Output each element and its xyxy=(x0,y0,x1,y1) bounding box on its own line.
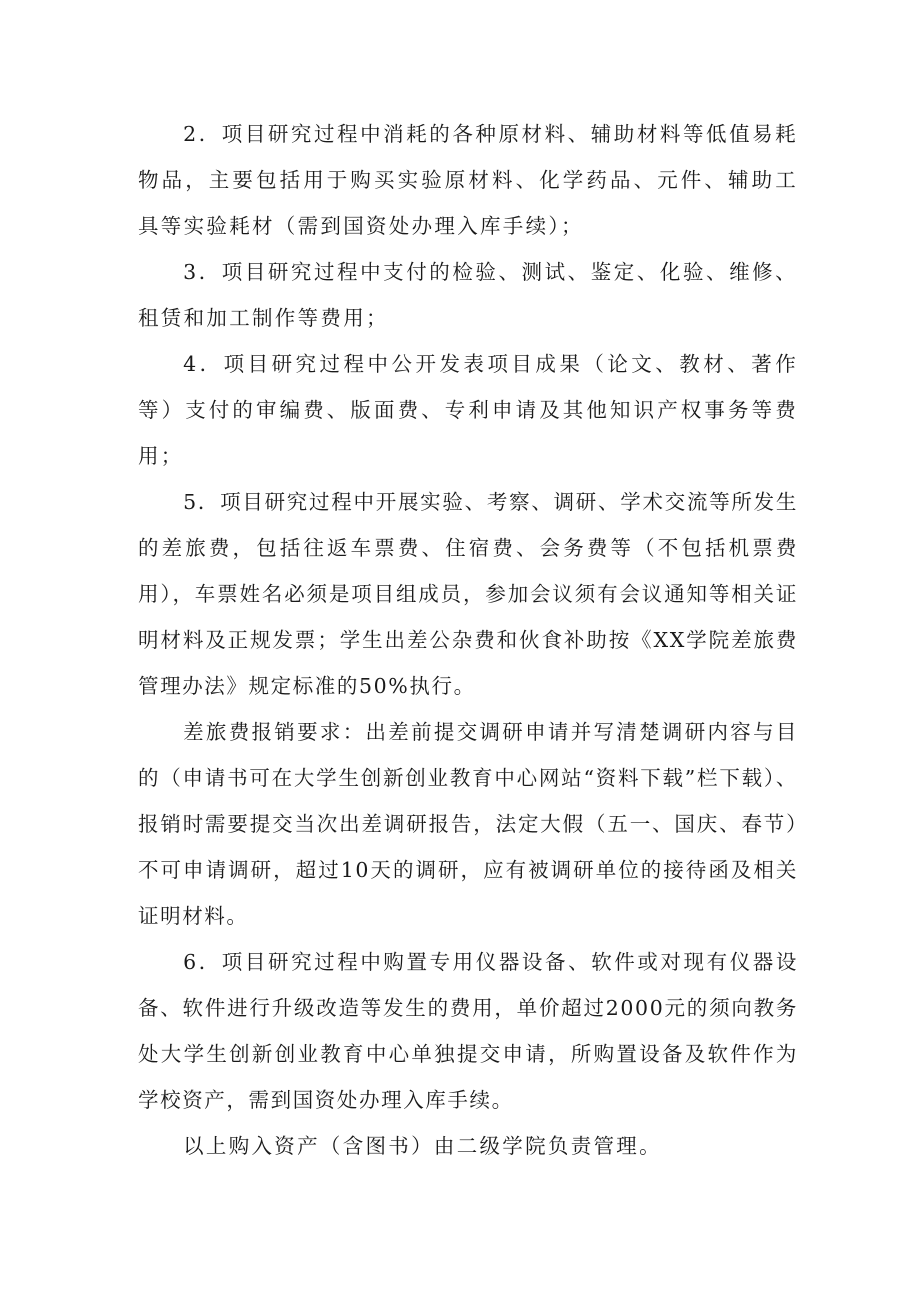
paragraph-item-4-publication-fees: 4．项目研究过程中公开发表项目成果（论文、教材、著作等）支付的审编费、版面费、专利申请及其他知识产权事务等费用； xyxy=(138,352,798,468)
paragraph-item-3-testing-fees: 3．项目研究过程中支付的检验、测试、鉴定、化验、维修、租赁和加工制作等费用； xyxy=(138,260,798,330)
paragraph-item-2-materials: 2．项目研究过程中消耗的各种原材料、辅助材料等低值易耗物品，主要包括用于购买实验原材料、化学药品、元件、辅助工具等实验耗材（需到国资处办理入库手续）； xyxy=(138,122,798,238)
paragraph-item-6-equipment: 6．项目研究过程中购置专用仪器设备、软件或对现有仪器设备、软件进行升级改造等发生的费用，单价超过2000元的须向教务处大学生创新创业教育中心单独提交申请，所购置设备及软件作为学校资产，需到国资处办理入库手续。 xyxy=(138,950,798,1112)
paragraph-asset-management: 以上购入资产（含图书）由二级学院负责管理。 xyxy=(183,1134,662,1158)
document-body xyxy=(138,111,798,1169)
paragraph-item-5-travel-expenses: 5．项目研究过程中开展实验、考察、调研、学术交流等所发生的差旅费，包括往返车票费、住宿费、会务费等（不包括机票费用），车票姓名必须是项目组成员，参加会议须有会议通知等相关证明材料及正规发票；学生出差公杂费和伙食补助按《XX学院差旅费管理办法》规定标准的50%执行。 xyxy=(138,490,798,698)
paragraph-travel-reimbursement-requirements: 差旅费报销要求：出差前提交调研申请并写清楚调研内容与目的（申请书可在大学生创新创业教育中心网站“资料下载”栏下载）、报销时需要提交当次出差调研报告，法定大假（五一、国庆、春节）不可申请调研，超过10天的调研，应有被调研单位的接待函及相关证明材料。 xyxy=(138,720,798,928)
